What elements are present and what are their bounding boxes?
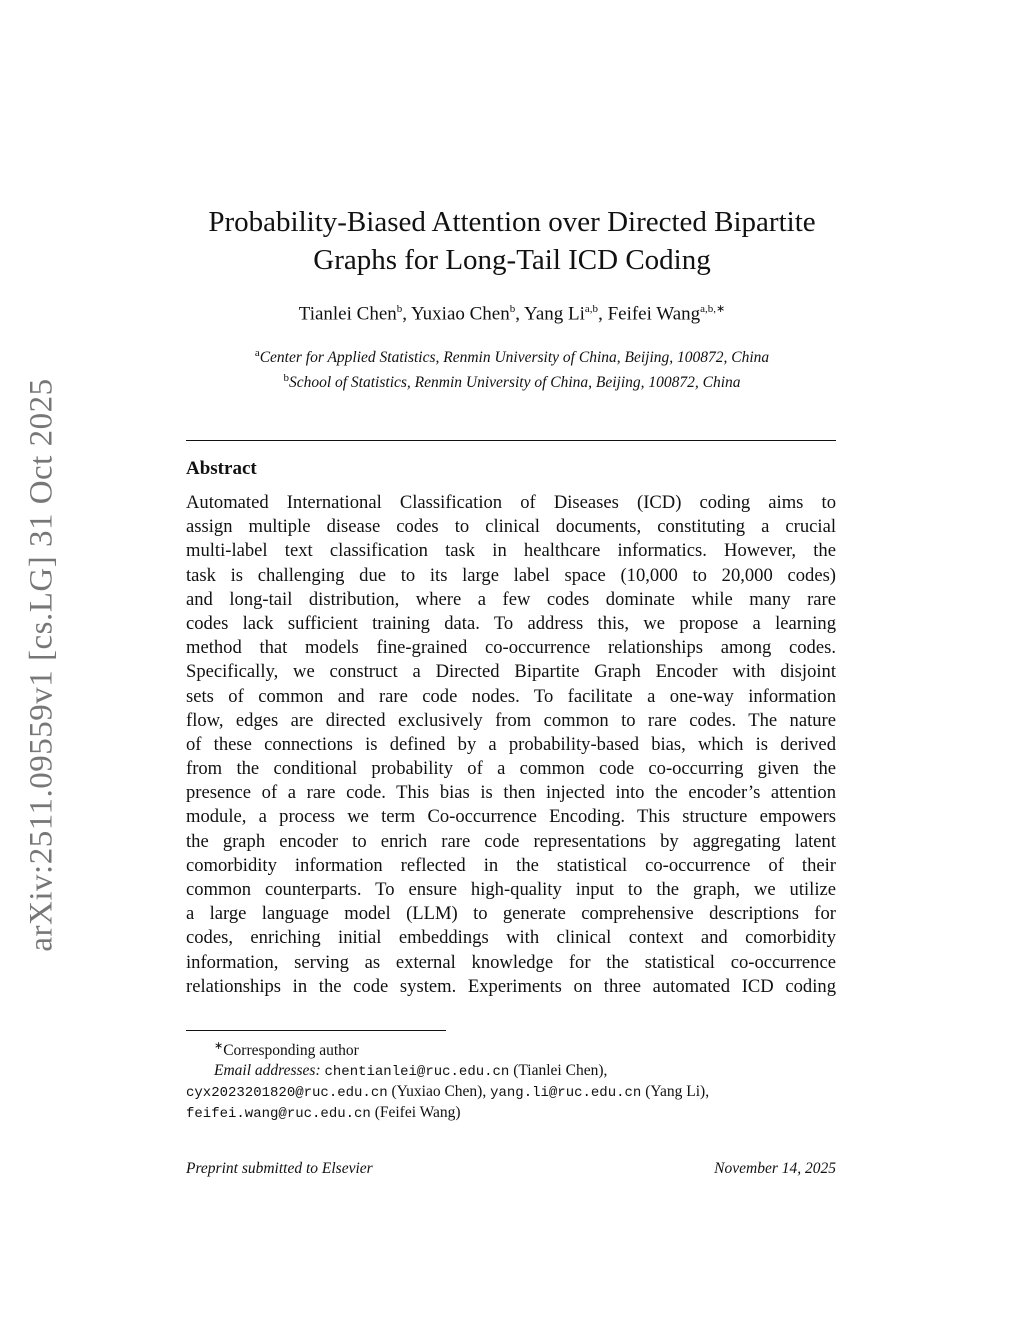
author-name: Yuxiao Chen <box>411 303 510 325</box>
abstract-line: Specifically, we construct a Directed Bipartite Graph Encoder with disjoint <box>186 661 836 683</box>
affil-mark: a <box>254 347 260 359</box>
email-link[interactable]: feifei.wang@ruc.edu.cn <box>186 1106 371 1123</box>
corresponding-note <box>186 1036 836 1061</box>
author-name: Feifei Wang <box>607 303 701 325</box>
email-owner: (Tianlei Chen), <box>513 1062 608 1080</box>
author-name: Tianlei Chen <box>298 303 397 325</box>
email-owner: (Yang Li), <box>645 1083 710 1101</box>
abstract-body <box>186 491 836 999</box>
email-owner: (Yuxiao Chen), <box>391 1083 487 1101</box>
abstract-line: multi-label text classification task in healthcare informatics. However, the <box>186 540 836 562</box>
affil-mark: b <box>283 372 289 385</box>
corresponding-text: Corresponding author <box>223 1042 359 1060</box>
email-owner: (Feifei Wang) <box>374 1104 461 1122</box>
abstract-line: method that models fine-grained co-occurrence relationships among codes. <box>186 637 836 659</box>
page-footer <box>186 1160 836 1178</box>
affil-text: Center for Applied Statistics, Renmin University of China, Beijing, 100872, China <box>259 349 770 367</box>
abstract-line: task is challenging due to its large label space (10,000 to 20,000 codes) <box>186 564 836 586</box>
title-line: Graphs for Long-Tail ICD Coding <box>313 244 711 276</box>
affil-text: School of Statistics, Renmin University of China, Beijing, 100872, China <box>288 374 741 392</box>
email-line <box>186 1061 836 1082</box>
header-rule <box>186 440 836 441</box>
email-link[interactable]: chentianlei@ruc.edu.cn <box>324 1064 510 1081</box>
paper-title <box>0 203 1024 279</box>
abstract-line: assign multiple disease codes to clinical documents, constituting a crucial <box>186 516 836 538</box>
email-line <box>186 1082 836 1103</box>
affiliation <box>0 368 1024 393</box>
abstract-line: relationships in the code system. Experiments on three automated ICD coding <box>186 975 836 997</box>
abstract-line: and long-tail distribution, where a few codes dominate while many rare <box>186 588 836 610</box>
footnote-mark: ∗ <box>214 1040 224 1052</box>
abstract-line: codes lack sufficient training data. To address this, we propose a learning <box>186 612 836 634</box>
abstract-line: a large language model (LLM) to generate comprehensive descriptions for <box>186 903 836 925</box>
title-line: Probability-Biased Attention over Directed Bipartite <box>208 206 816 238</box>
abstract-line: flow, edges are directed exclusively from common to rare codes. The nature <box>186 709 836 731</box>
abstract-line: presence of a rare code. This bias is then injected into the encoder’s attention <box>186 782 836 804</box>
affiliation <box>0 343 1024 368</box>
email-link[interactable]: cyx2023201820@ruc.edu.cn <box>186 1085 388 1102</box>
abstract-line: comorbidity information reflected in the statistical co-occurrence of their <box>186 854 836 876</box>
abstract-line: module, a process we term Co-occurrence Encoding. This structure empowers <box>186 806 836 828</box>
author-affil-mark: a,b <box>584 303 599 315</box>
author-list: Tianlei Chen$^b$, Yuxiao Chen$^b$, Yang Li$^{a,b}$, Feifei Wang$^{a,b,∗}$ <box>298 303 726 325</box>
abstract-line: of these connections is defined by a probability-based bias, which is derived <box>186 733 836 755</box>
footnote <box>186 1036 836 1124</box>
footer-left: Preprint submitted to Elsevier <box>186 1160 373 1177</box>
abstract-line: Automated International Classification of Diseases (ICD) coding aims to <box>186 492 836 513</box>
email-label: Email addresses: <box>214 1062 321 1080</box>
arxiv-identifier: arXiv:2511.09559v1 [cs.LG] 31 Oct 2025 <box>23 378 60 952</box>
author-affil-mark: a,b,∗ <box>700 303 726 315</box>
footer-date: November 14, 2025 <box>714 1160 836 1177</box>
abstract-line: information, serving as external knowledge for the statistical co-occurrence <box>186 951 836 973</box>
abstract-line: sets of common and rare code nodes. To facilitate a one-way information <box>186 685 836 707</box>
email-line <box>186 1103 836 1124</box>
affiliations <box>0 343 1024 393</box>
abstract-line: common counterparts. To ensure high-quality input to the graph, we utilize <box>186 879 836 900</box>
author-affil-mark: b <box>509 303 516 315</box>
abstract-line: codes, enriching initial embeddings with clinical context and comorbidity <box>186 927 836 949</box>
abstract-line: the graph encoder to enrich rare code representations by aggregating latent <box>186 830 836 852</box>
abstract-heading: Abstract <box>186 458 257 479</box>
author-affil-mark: b <box>396 303 403 315</box>
abstract-line: from the conditional probability of a common code co-occurring given the <box>186 758 836 780</box>
email-link[interactable]: yang.li@ruc.edu.cn <box>490 1085 642 1102</box>
footnote-rule <box>186 1030 446 1031</box>
author-name: Yang Li <box>524 303 585 325</box>
